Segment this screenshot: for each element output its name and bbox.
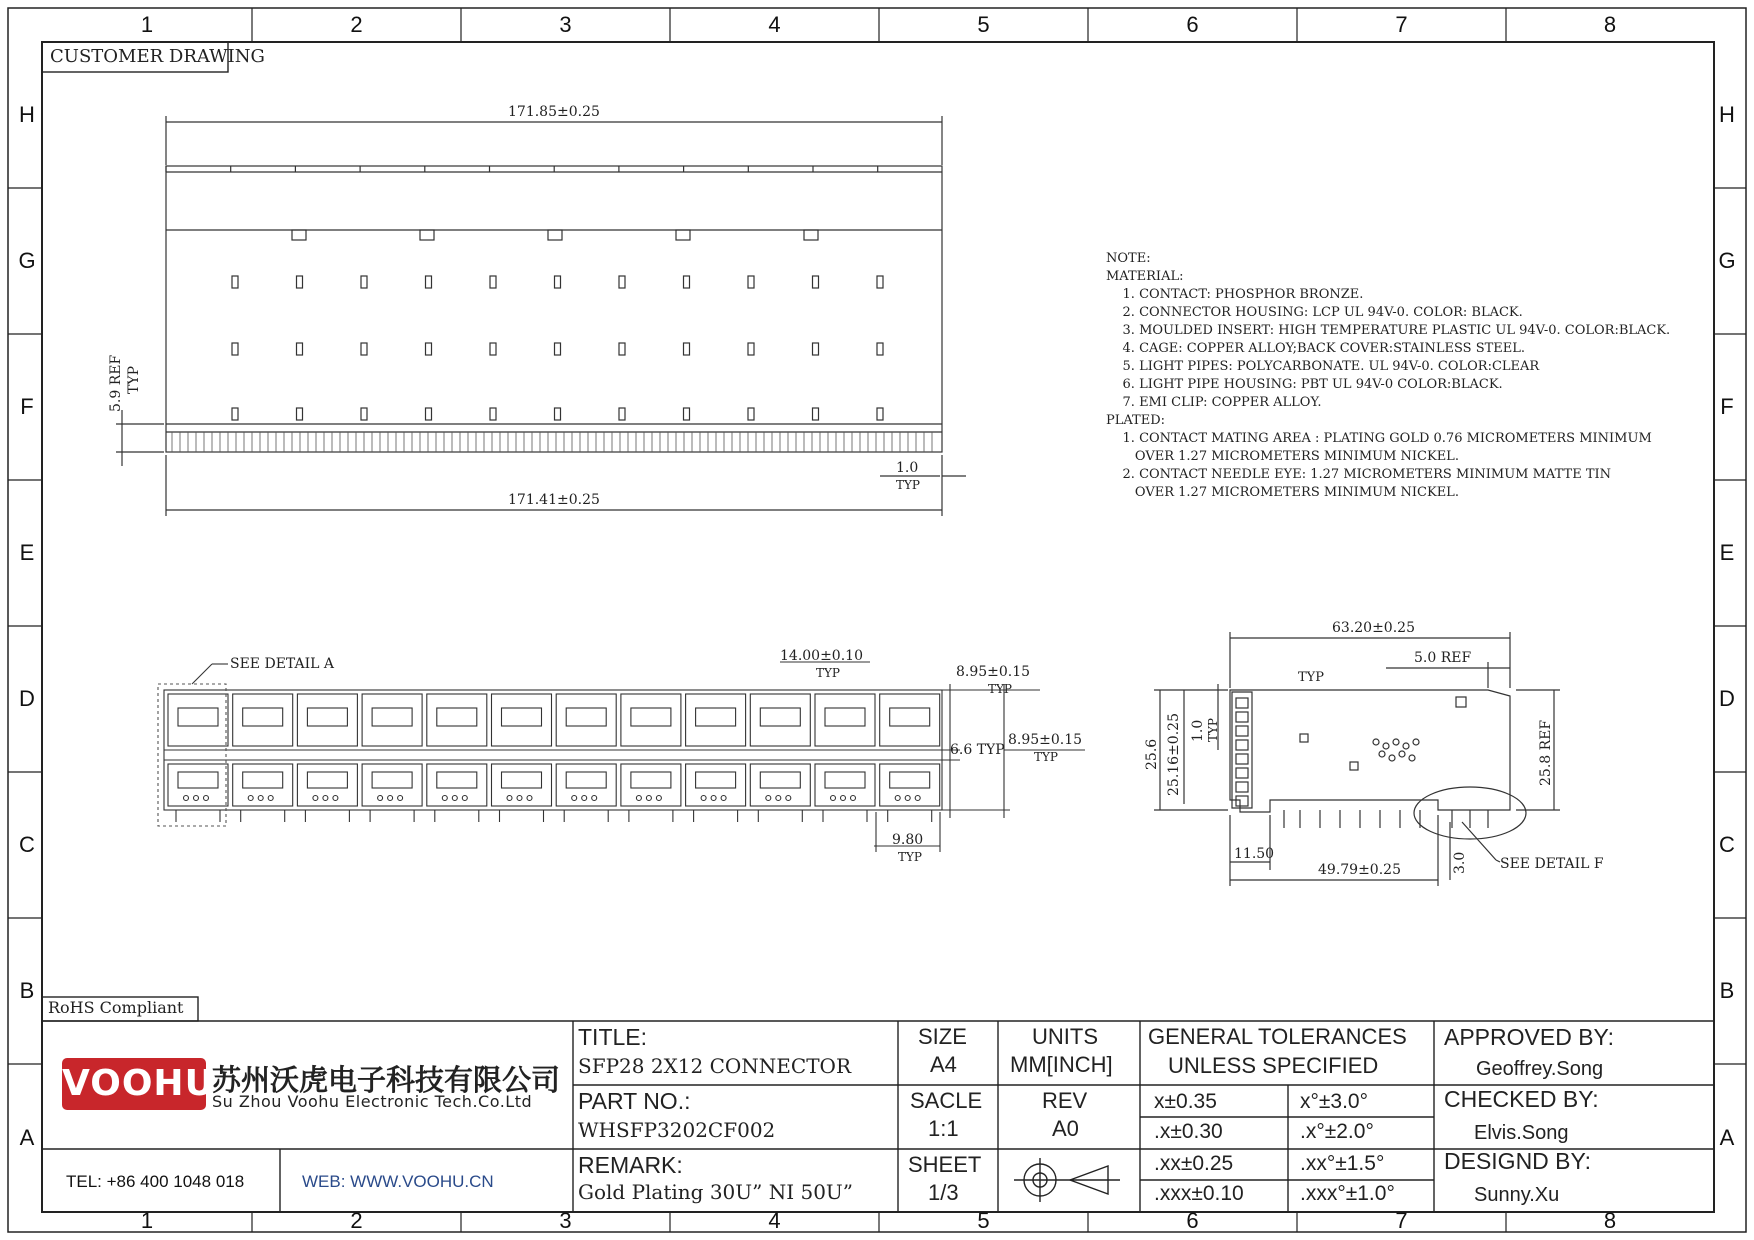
zone-row-label: D: [19, 686, 35, 711]
port-lower-contacts: [760, 772, 800, 788]
dim-row-gap: 6.6 TYP: [950, 742, 1005, 758]
vent-slot: [877, 276, 883, 288]
vent-slot: [555, 408, 561, 420]
zone-row-label: A: [19, 1125, 35, 1150]
approved-value: Geoffrey.Song: [1476, 1058, 1604, 1080]
side-light-pipe: [1236, 712, 1248, 722]
vent-slot: [555, 343, 561, 355]
side-light-pipe: [1236, 754, 1248, 764]
tolerance-title-1: GENERAL TOLERANCES: [1148, 1024, 1407, 1049]
zone-column-label: 4: [768, 12, 781, 37]
led-pipe: [895, 796, 900, 801]
tolerance-cell: .xxx°±1.0°: [1300, 1182, 1395, 1205]
vent-slot: [361, 276, 367, 288]
port-lower-contacts: [307, 772, 347, 788]
port-upper: [297, 694, 357, 746]
latch-tab: [548, 230, 562, 240]
company-name-cn: 苏州沃虎电子科技有限公司: [212, 1063, 561, 1097]
led-pipe: [636, 796, 641, 801]
port-upper: [233, 694, 293, 746]
tolerance-cell: .x°±2.0°: [1300, 1120, 1374, 1143]
led-pipe: [268, 796, 273, 801]
tolerance-cell: .xxx±0.10: [1154, 1182, 1244, 1205]
led-pipe: [656, 796, 661, 801]
vent-slot: [684, 276, 690, 288]
vent-slot: [877, 408, 883, 420]
zone-row-label: B: [19, 978, 35, 1003]
zone-column-label: 7: [1395, 12, 1408, 37]
rev-value: A0: [1052, 1116, 1079, 1141]
press-fit-hole: [1409, 755, 1415, 761]
rohs-label: RoHS Compliant: [48, 998, 184, 1017]
remark-value: Gold Plating 30U” NI 50U”: [578, 1180, 853, 1204]
zone-column-label: 5: [977, 1208, 990, 1233]
notes-block: NOTE: MATERIAL: 1. CONTACT: PHOSPHOR BRONZE. 2. CONNECTOR HOUSING: LCP UL 94V-0. COLOR: BLACK. 3. MOULDED INSERT: HIGH TEMPERATURE PLASTIC UL 94V-0. COLOR:BLACK. 4. CAGE: COPPER ALLOY;BACK COVER:STAINLESS STEEL. 5. LIGHT PIPES: POLYCARBONATE. UL 94V-0. COLOR:CLEAR 6. LIGHT PIPE HOUSING: PBT UL 94V-0 COLOR:BLACK. 7. EMI CLIP: COPPER ALLOY. PLATED: 1. CONTACT MATING AREA : PLATING GOLD 0.76 MICROMETERS MINIMUM OVER 1.27 MICROMETERS MINIMUM NICKEL. 2. CONTACT NEEDLE EYE: 1.27 MICROMETERS MINIMUM MATTE TIN OVER 1.27 MICROMETERS MINIMUM NICKEL.: [1106, 251, 1671, 500]
vent-slot: [426, 408, 432, 420]
led-pipe: [841, 796, 846, 801]
dim-pitch: 14.00±0.10: [780, 648, 863, 664]
led-pipe: [184, 796, 189, 801]
dim-base-len: 49.79±0.25: [1318, 862, 1401, 878]
dim-width-a: 8.95±0.15: [956, 664, 1031, 680]
vent-slot: [361, 343, 367, 355]
port-lower-contacts: [437, 772, 477, 788]
company-logo: VOOHU: [62, 1058, 206, 1110]
led-pipe: [776, 796, 781, 801]
vent-slot: [619, 408, 625, 420]
side-light-pipe: [1236, 796, 1248, 806]
zone-column-label: 5: [977, 12, 990, 37]
port-upper-contacts: [631, 708, 671, 726]
press-fit-hole: [1399, 751, 1405, 757]
led-pipe: [323, 796, 328, 801]
side-light-pipe: [1236, 726, 1248, 736]
web: WEB: WWW.VOOHU.CN: [302, 1172, 494, 1191]
zone-column-label: 8: [1603, 12, 1617, 37]
tolerance-cell: .x±0.30: [1154, 1120, 1223, 1143]
zone-column-label: 7: [1395, 1208, 1408, 1233]
port-upper-contacts: [437, 708, 477, 726]
led-pipe: [517, 796, 522, 801]
press-fit-hole: [1393, 739, 1399, 745]
vent-slot: [232, 343, 238, 355]
vent-slot: [555, 276, 561, 288]
tolerance-cell: x°±3.0°: [1300, 1090, 1369, 1113]
led-pipe: [905, 796, 910, 801]
dim-edge: 1.0: [896, 460, 919, 476]
dim-side-ref-5: 5.0 REF: [1414, 650, 1472, 666]
port-upper-contacts: [178, 708, 218, 726]
zone-column-label: 4: [768, 1208, 781, 1233]
dim-height-c: 1.0: [1190, 719, 1206, 742]
port-upper: [427, 694, 487, 746]
led-pipe: [701, 796, 706, 801]
zone-column-label: 2: [350, 1208, 363, 1233]
led-pipe: [258, 796, 263, 801]
port-lower-contacts: [502, 772, 542, 788]
led-pipe: [507, 796, 512, 801]
zone-column-label: 6: [1186, 12, 1199, 37]
zone-column-label: 3: [559, 12, 572, 37]
dim-pitch-typ: TYP: [816, 666, 840, 680]
vent-slot: [748, 276, 754, 288]
dim-width-b: 8.95±0.15: [1008, 732, 1083, 748]
dim-side-length: 63.20±0.25: [1332, 620, 1415, 636]
approved-label: APPROVED BY:: [1444, 1024, 1615, 1050]
tolerance-cell: x±0.35: [1154, 1090, 1217, 1113]
side-view: [1154, 632, 1560, 886]
zone-row-label: G: [1718, 248, 1736, 273]
side-light-pipe: [1236, 740, 1248, 750]
port-upper-contacts: [890, 708, 930, 726]
port-upper-contacts: [566, 708, 606, 726]
see-detail-f: SEE DETAIL F: [1500, 856, 1604, 872]
dim-height-c-typ: TYP: [1206, 718, 1220, 742]
dim-overall-length: 171.85±0.25: [508, 104, 600, 120]
port-upper: [556, 694, 616, 746]
zone-column-label: 1: [140, 1208, 154, 1233]
checked-value: Elvis.Song: [1474, 1122, 1569, 1144]
led-pipe: [851, 796, 856, 801]
scale-label: SACLE: [910, 1088, 983, 1113]
port-upper: [362, 694, 422, 746]
zone-row-label: C: [1719, 832, 1735, 857]
zone-row-label: E: [1719, 540, 1735, 565]
vent-slot: [490, 408, 496, 420]
port-upper-contacts: [696, 708, 736, 726]
port-lower-contacts: [890, 772, 930, 788]
dim-height-b: 25.16±0.25: [1166, 713, 1182, 796]
vent-slot: [232, 408, 238, 420]
zone-row-label: G: [18, 248, 36, 273]
top-view: [116, 116, 966, 516]
led-pipe: [646, 796, 651, 801]
zone-row-label: H: [19, 102, 35, 127]
tel: TEL: +86 400 1048 018: [66, 1172, 245, 1191]
customer-drawing-label: CUSTOMER DRAWING: [50, 46, 265, 67]
latch-tab: [804, 230, 818, 240]
side-light-pipe: [1236, 768, 1248, 778]
zone-row-label: D: [1719, 686, 1735, 711]
vent-slot: [813, 276, 819, 288]
port-upper: [815, 694, 875, 746]
led-pipe: [831, 796, 836, 801]
port-lower-contacts: [566, 772, 606, 788]
tolerance-cell: .xx±0.25: [1154, 1152, 1234, 1175]
size-label: SIZE: [918, 1024, 967, 1049]
zone-column-label: 1: [140, 12, 154, 37]
zone-row-label: E: [19, 540, 35, 565]
units-label: UNITS: [1032, 1024, 1098, 1049]
led-pipe: [786, 796, 791, 801]
size-value: A4: [930, 1052, 957, 1077]
port-upper: [750, 694, 810, 746]
port-lower-contacts: [178, 772, 218, 788]
port-upper-contacts: [372, 708, 412, 726]
dim-width-a-typ: TYP: [988, 682, 1012, 696]
dim-side-typ: TYP: [126, 366, 142, 394]
rev-label: REV: [1042, 1088, 1088, 1113]
tolerance-title-2: UNLESS SPECIFIED: [1168, 1053, 1379, 1078]
port-lower-contacts: [825, 772, 865, 788]
dim-height-a: 25.6: [1144, 738, 1160, 770]
designed-value: Sunny.Xu: [1474, 1184, 1560, 1206]
port-upper-contacts: [307, 708, 347, 726]
latch-tab: [420, 230, 434, 240]
vent-slot: [619, 343, 625, 355]
led-pipe: [721, 796, 726, 801]
projection-symbol: [1014, 1158, 1120, 1202]
side-light-pipe: [1236, 698, 1248, 708]
press-fit-hole: [1389, 755, 1395, 761]
zone-column-label: 2: [350, 12, 363, 37]
led-pipe: [313, 796, 318, 801]
led-pipe: [527, 796, 532, 801]
dim-height-ref: 25.8 REF: [1538, 719, 1554, 786]
side-light-pipe: [1236, 782, 1248, 792]
led-pipe: [194, 796, 199, 801]
vent-slot: [361, 408, 367, 420]
port-lower-contacts: [243, 772, 283, 788]
dim-side-typ: TYP: [1298, 670, 1324, 685]
zone-row-label: A: [1719, 1125, 1735, 1150]
port-upper: [621, 694, 681, 746]
dim-edge-typ: TYP: [896, 478, 920, 492]
port-upper: [686, 694, 746, 746]
press-fit-hole: [1383, 743, 1389, 749]
zone-row-label: H: [1719, 102, 1735, 127]
port-lower-contacts: [372, 772, 412, 788]
press-fit-hole: [1413, 739, 1419, 745]
latch-tab: [292, 230, 306, 240]
led-pipe: [204, 796, 209, 801]
vent-slot: [297, 276, 303, 288]
dim-bottom: 9.80: [892, 832, 924, 848]
dim-side-ref: 5.9 REF: [108, 354, 124, 412]
zone-column-label: 6: [1186, 1208, 1199, 1233]
dim-bottom-typ: TYP: [898, 850, 922, 864]
company-name-en: Su Zhou Voohu Electronic Tech.Co.Ltd: [212, 1092, 533, 1111]
checked-label: CHECKED BY:: [1444, 1086, 1599, 1112]
port-upper-contacts: [243, 708, 283, 726]
vent-slot: [426, 343, 432, 355]
title-value: SFP28 2X12 CONNECTOR: [578, 1054, 852, 1078]
led-pipe: [766, 796, 771, 801]
vent-slot: [297, 343, 303, 355]
scale-value: 1:1: [928, 1116, 959, 1141]
designed-label: DESIGND BY:: [1444, 1148, 1591, 1174]
title-label: TITLE:: [578, 1024, 648, 1050]
sheet-label: SHEET: [908, 1152, 982, 1177]
led-pipe: [452, 796, 457, 801]
vent-slot: [684, 408, 690, 420]
zone-row-label: F: [1720, 394, 1734, 419]
led-pipe: [398, 796, 403, 801]
port-upper: [880, 694, 940, 746]
led-pipe: [582, 796, 587, 801]
led-pipe: [572, 796, 577, 801]
front-view: [158, 662, 1085, 852]
vent-slot: [813, 408, 819, 420]
dim-left-offset: 11.50: [1234, 846, 1275, 862]
port-upper: [168, 694, 228, 746]
dim-small: 3.0: [1452, 851, 1468, 874]
vent-slot: [877, 343, 883, 355]
led-pipe: [462, 796, 467, 801]
port-upper: [492, 694, 552, 746]
zone-row-label: B: [1719, 978, 1735, 1003]
sheet-value: 1/3: [928, 1180, 959, 1205]
dim-width-b-typ: TYP: [1034, 750, 1058, 764]
remark-label: REMARK:: [578, 1152, 683, 1178]
port-upper-contacts: [760, 708, 800, 726]
zone-column-label: 8: [1603, 1208, 1617, 1233]
zone-row-label: F: [20, 394, 34, 419]
vent-slot: [748, 343, 754, 355]
units-value: MM[INCH]: [1010, 1052, 1113, 1077]
press-fit-hole: [1379, 751, 1385, 757]
vent-slot: [813, 343, 819, 355]
tolerance-cell: .xx°±1.5°: [1300, 1152, 1385, 1175]
dim-base-length: 171.41±0.25: [508, 492, 600, 508]
led-pipe: [592, 796, 597, 801]
latch-tab: [676, 230, 690, 240]
vent-slot: [426, 276, 432, 288]
vent-slot: [232, 276, 238, 288]
see-detail-a: SEE DETAIL A: [230, 656, 334, 672]
led-pipe: [711, 796, 716, 801]
port-lower-contacts: [696, 772, 736, 788]
part-value: WHSFP3202CF002: [578, 1118, 776, 1142]
press-fit-hole: [1373, 739, 1379, 745]
led-pipe: [248, 796, 253, 801]
part-label: PART NO.:: [578, 1088, 691, 1114]
led-pipe: [442, 796, 447, 801]
zone-row-label: C: [19, 832, 35, 857]
port-upper-contacts: [502, 708, 542, 726]
vent-slot: [490, 276, 496, 288]
led-pipe: [378, 796, 383, 801]
led-pipe: [915, 796, 920, 801]
port-upper-contacts: [825, 708, 865, 726]
press-fit-hole: [1403, 743, 1409, 749]
vent-slot: [748, 408, 754, 420]
vent-slot: [297, 408, 303, 420]
led-pipe: [333, 796, 338, 801]
zone-column-label: 3: [559, 1208, 572, 1233]
vent-slot: [490, 343, 496, 355]
vent-slot: [619, 276, 625, 288]
vent-slot: [684, 343, 690, 355]
port-lower-contacts: [631, 772, 671, 788]
led-pipe: [388, 796, 393, 801]
